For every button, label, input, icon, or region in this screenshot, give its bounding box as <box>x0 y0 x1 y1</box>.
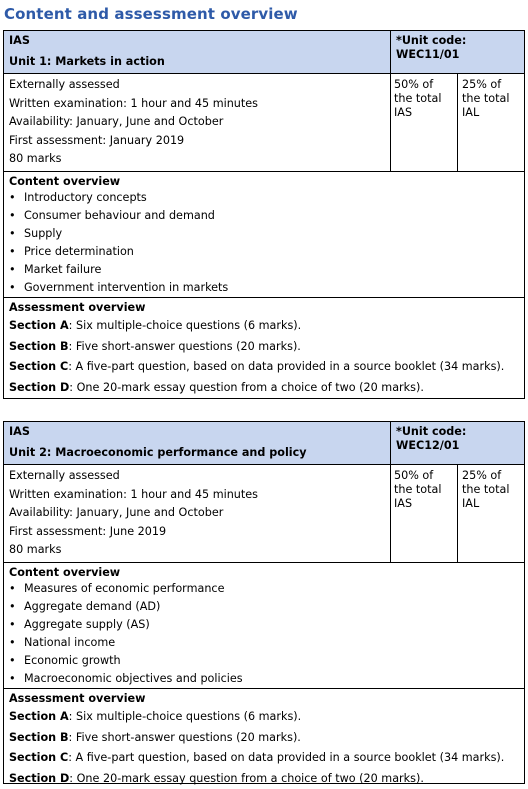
list-item: • Aggregate demand (AD) <box>9 598 524 616</box>
bullet-icon: • <box>9 280 16 294</box>
bullet-icon: • <box>9 653 16 667</box>
assessment-overview <box>4 298 524 398</box>
info-line: Availability: January, June and October <box>9 115 224 129</box>
bullet-icon: • <box>9 599 16 613</box>
weight-ial <box>458 74 524 171</box>
section-line: Section B: Five short-answer questions (20 marks). <box>9 730 301 744</box>
list-item: • Consumer behaviour and demand <box>9 207 524 225</box>
list-item: • National income <box>9 634 524 652</box>
weight-ial <box>458 465 524 562</box>
unit-info-row <box>4 74 524 172</box>
weight-line: 25% of <box>462 78 502 91</box>
unit-level: IAS <box>9 425 30 438</box>
section-line: Section A: Six multiple-choice questions (6 marks). <box>9 318 302 332</box>
page-title: Content and assessment overview <box>4 5 298 23</box>
unit-info <box>4 74 391 171</box>
bullet-icon: • <box>9 671 16 685</box>
section-line: Section D: One 20-mark essay question from a choice of two (20 marks). <box>9 380 424 394</box>
unit-level: IAS <box>9 34 30 47</box>
info-line: Availability: January, June and October <box>9 506 224 520</box>
info-line: Written examination: 1 hour and 45 minutes <box>9 96 258 110</box>
list-item: • Economic growth <box>9 652 524 670</box>
content-overview <box>4 563 524 689</box>
info-line: Written examination: 1 hour and 45 minutes <box>9 487 258 501</box>
list-item: • Supply <box>9 225 524 243</box>
info-line: Externally assessed <box>9 78 120 91</box>
content-list <box>9 580 524 688</box>
list-item: • Government intervention in markets <box>9 279 524 297</box>
content-overview <box>4 172 524 298</box>
unit-header-left <box>4 422 391 464</box>
bullet-icon: • <box>9 190 16 204</box>
weight-line: IAS <box>394 497 413 510</box>
unit-1-table <box>3 30 525 399</box>
unit-header <box>4 31 524 74</box>
weight-line: the total <box>394 483 442 496</box>
weight-line: 25% of <box>462 469 502 482</box>
weight-line: IAL <box>462 106 480 119</box>
weight-line: the total <box>394 92 442 105</box>
content-overview-heading: Content overview <box>9 565 121 579</box>
unit-code-label: *Unit code: <box>396 425 467 438</box>
bullet-icon: • <box>9 262 16 276</box>
info-line: 80 marks <box>9 152 62 166</box>
bullet-icon: • <box>9 226 16 240</box>
weight-ias <box>391 74 458 171</box>
assessment-overview-heading: Assessment overview <box>9 300 146 314</box>
weight-line: the total <box>462 483 510 496</box>
unit-2-table <box>3 421 525 784</box>
unit-code-cell <box>391 31 524 73</box>
section-line: Section A: Six multiple-choice questions (6 marks). <box>9 709 302 723</box>
unit-info <box>4 465 391 562</box>
unit-header <box>4 422 524 465</box>
weight-ias <box>391 465 458 562</box>
weight-line: IAS <box>394 106 413 119</box>
unit-code: WEC11/01 <box>396 48 460 61</box>
unit-title: Unit 2: Macroeconomic performance and policy <box>9 446 307 459</box>
section-line: Section B: Five short-answer questions (20 marks). <box>9 339 301 353</box>
list-item: • Macroeconomic objectives and policies <box>9 670 524 688</box>
section-line: Section C: A five-part question, based on data provided in a source booklet (34 marks). <box>9 360 505 374</box>
unit-code-label: *Unit code: <box>396 34 467 47</box>
unit-title: Unit 1: Markets in action <box>9 55 165 68</box>
weight-line: IAL <box>462 497 480 510</box>
content-overview-heading: Content overview <box>9 174 121 188</box>
section-line: Section D: One 20-mark essay question from a choice of two (20 marks). <box>9 771 424 785</box>
info-line: Externally assessed <box>9 469 120 482</box>
weight-line: the total <box>462 92 510 105</box>
list-item: • Introductory concepts <box>9 189 524 207</box>
list-item: • Measures of economic performance <box>9 580 524 598</box>
bullet-icon: • <box>9 581 16 595</box>
unit-info-row <box>4 465 524 563</box>
section-line: Section C: A five-part question, based on data provided in a source booklet (34 marks). <box>9 751 505 765</box>
bullet-icon: • <box>9 208 16 222</box>
bullet-icon: • <box>9 635 16 649</box>
bullet-icon: • <box>9 244 16 258</box>
unit-code-cell <box>391 422 524 464</box>
assessment-overview-heading: Assessment overview <box>9 691 146 705</box>
info-line: First assessment: June 2019 <box>9 524 167 538</box>
info-line: First assessment: January 2019 <box>9 133 185 147</box>
unit-code: WEC12/01 <box>396 439 460 452</box>
list-item: • Aggregate supply (AS) <box>9 616 524 634</box>
list-item: • Market failure <box>9 261 524 279</box>
assessment-overview <box>4 689 524 789</box>
info-line: 80 marks <box>9 543 62 557</box>
list-item: • Price determination <box>9 243 524 261</box>
content-list <box>9 189 524 297</box>
bullet-icon: • <box>9 617 16 631</box>
unit-header-left <box>4 31 391 73</box>
weight-line: 50% of <box>394 469 434 482</box>
weight-line: 50% of <box>394 78 434 91</box>
